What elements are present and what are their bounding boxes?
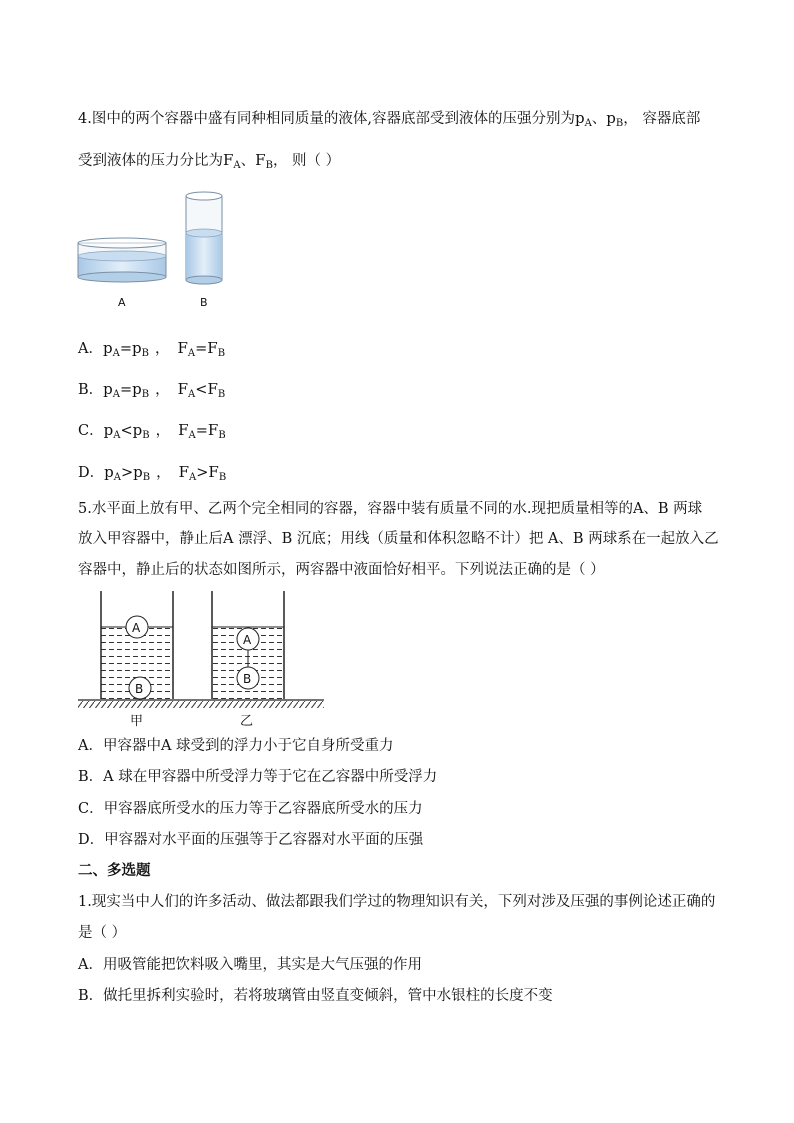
- comma: ，: [154, 341, 170, 357]
- subscript-a: A: [113, 472, 121, 483]
- p-symbol: p: [103, 421, 114, 439]
- f-symbol: F: [207, 380, 218, 398]
- s2-q1-option-a[interactable]: A．用吸管能把饮料吸入嘴里，其实是大气压强的作用: [78, 957, 422, 973]
- option-prefix: B．: [78, 382, 104, 398]
- subscript-a: A: [112, 348, 120, 359]
- subscript-a: A: [189, 472, 197, 483]
- f-symbol: F: [223, 151, 234, 169]
- separator: 、: [240, 153, 256, 169]
- subscript-a: A: [188, 430, 196, 441]
- subscript-a: A: [233, 160, 241, 171]
- comma: ，: [156, 465, 171, 481]
- q5-option-c[interactable]: C．甲容器底所受水的压力等于乙容器底所受水的压力: [78, 801, 423, 817]
- ball-b-label: B: [135, 682, 144, 696]
- subscript-a: A: [188, 389, 196, 400]
- f-symbol: F: [177, 380, 189, 398]
- subscript-b: B: [218, 430, 226, 441]
- f-symbol: F: [177, 339, 188, 357]
- relation: <: [195, 382, 208, 398]
- q5-stem-line1: 5.水平面上放有甲、乙两个完全相同的容器，容器中装有质量不同的水.现把质量相等的A、B 两球: [78, 501, 703, 517]
- container-jia: [101, 591, 173, 699]
- subscript-b: B: [265, 160, 273, 171]
- section-heading: 二、多选题: [78, 863, 151, 879]
- subscript-b: B: [141, 348, 149, 359]
- comma: ，: [155, 423, 171, 439]
- f-symbol: F: [255, 151, 266, 169]
- q4-stem-text-1: 4.图中的两个容器中盛有同种相同质量的液体,容器底部受到液体的压强分别为: [78, 111, 575, 127]
- relation: =: [120, 382, 133, 398]
- subscript-b: B: [217, 348, 226, 359]
- s2-q1-stem-line1: 1.现实当中人们的许多活动、做法都跟我们学过的物理知识有关，下列对涉及压强的事例论述正确的: [78, 894, 716, 910]
- subscript-b: B: [142, 430, 150, 441]
- q4-containers-figure: [74, 186, 234, 314]
- ball-b-label: B: [243, 672, 252, 686]
- subscript-a: A: [584, 118, 592, 129]
- label-jia: 甲: [130, 714, 144, 729]
- q4-option-d[interactable]: [78, 462, 226, 488]
- subscript-b: B: [615, 118, 624, 129]
- relation: >: [120, 465, 134, 481]
- p-symbol: p: [102, 339, 113, 357]
- p-symbol: p: [574, 109, 585, 127]
- container-yi: [212, 591, 284, 699]
- f-symbol: F: [178, 421, 189, 439]
- ball-a-label: A: [132, 621, 141, 635]
- f-symbol: F: [207, 421, 219, 439]
- s2-q1-option-b[interactable]: B．做托里拆利实验时，若将玻璃管由竖直变倾斜，管中水银柱的长度不变: [78, 988, 553, 1004]
- p-symbol: p: [131, 339, 142, 357]
- relation: =: [195, 341, 208, 357]
- q5-stem-line2: 放入甲容器中，静止后A 漂浮、B 沉底；用线（质量和体积忽略不计）把 A、B 两球系在一起放入乙: [78, 531, 719, 547]
- relation: =: [195, 423, 208, 439]
- q4-stem-line2: [78, 150, 340, 176]
- subscript-a: A: [113, 430, 121, 441]
- q4-option-a[interactable]: [78, 338, 225, 364]
- q5-option-a[interactable]: A．甲容器中A 球受到的浮力小于它自身所受重力: [78, 738, 394, 754]
- subscript-b: B: [218, 472, 227, 483]
- ground: [78, 700, 324, 708]
- subscript-a: A: [112, 389, 120, 400]
- q4-stem-tail-1: ， 容器底部: [623, 111, 701, 127]
- relation: >: [196, 465, 209, 481]
- f-symbol: F: [207, 339, 218, 357]
- q5-figure: [76, 590, 326, 730]
- comma: ，: [155, 382, 170, 398]
- q5-option-b[interactable]: B．A 球在甲容器中所受浮力等于它在乙容器中所受浮力: [78, 769, 438, 785]
- q5-stem-line3: 容器中，静止后的状态如图所示，两容器中液面恰好相平。下列说法正确的是（ ）: [78, 562, 605, 578]
- p-symbol: p: [132, 421, 143, 439]
- p-symbol: p: [133, 463, 143, 481]
- separator: 、: [591, 111, 607, 127]
- label-yi: 乙: [240, 714, 254, 729]
- subscript-b: B: [142, 472, 151, 483]
- subscript-b: B: [217, 389, 226, 400]
- p-symbol: p: [104, 463, 114, 481]
- container-b: [186, 192, 222, 284]
- p-symbol: p: [606, 109, 616, 127]
- container-b-label: B: [200, 296, 208, 309]
- f-symbol: F: [178, 463, 190, 481]
- container-a-label: A: [118, 296, 126, 309]
- option-prefix: C．: [78, 423, 104, 439]
- p-symbol: p: [132, 380, 142, 398]
- ball-a-label: A: [243, 633, 252, 647]
- subscript-b: B: [141, 389, 150, 400]
- q4-option-c[interactable]: [78, 420, 226, 446]
- option-prefix: D．: [78, 465, 105, 481]
- q4-option-b[interactable]: [78, 379, 225, 405]
- s2-q1-stem-line2: 是（ ）: [78, 925, 127, 941]
- container-a: [78, 238, 166, 282]
- relation: =: [119, 341, 132, 357]
- q4-stem-text-2: 受到液体的压力分比为: [78, 153, 223, 169]
- option-prefix: A．: [78, 341, 103, 357]
- q4-stem-line1: [78, 108, 700, 134]
- p-symbol: p: [103, 380, 113, 398]
- f-symbol: F: [208, 463, 219, 481]
- relation: <: [120, 423, 133, 439]
- subscript-a: A: [187, 348, 196, 359]
- q4-stem-tail-2: ， 则（ ）: [272, 153, 341, 169]
- q5-option-d[interactable]: D．甲容器对水平面的压强等于乙容器对水平面的压强: [78, 832, 424, 848]
